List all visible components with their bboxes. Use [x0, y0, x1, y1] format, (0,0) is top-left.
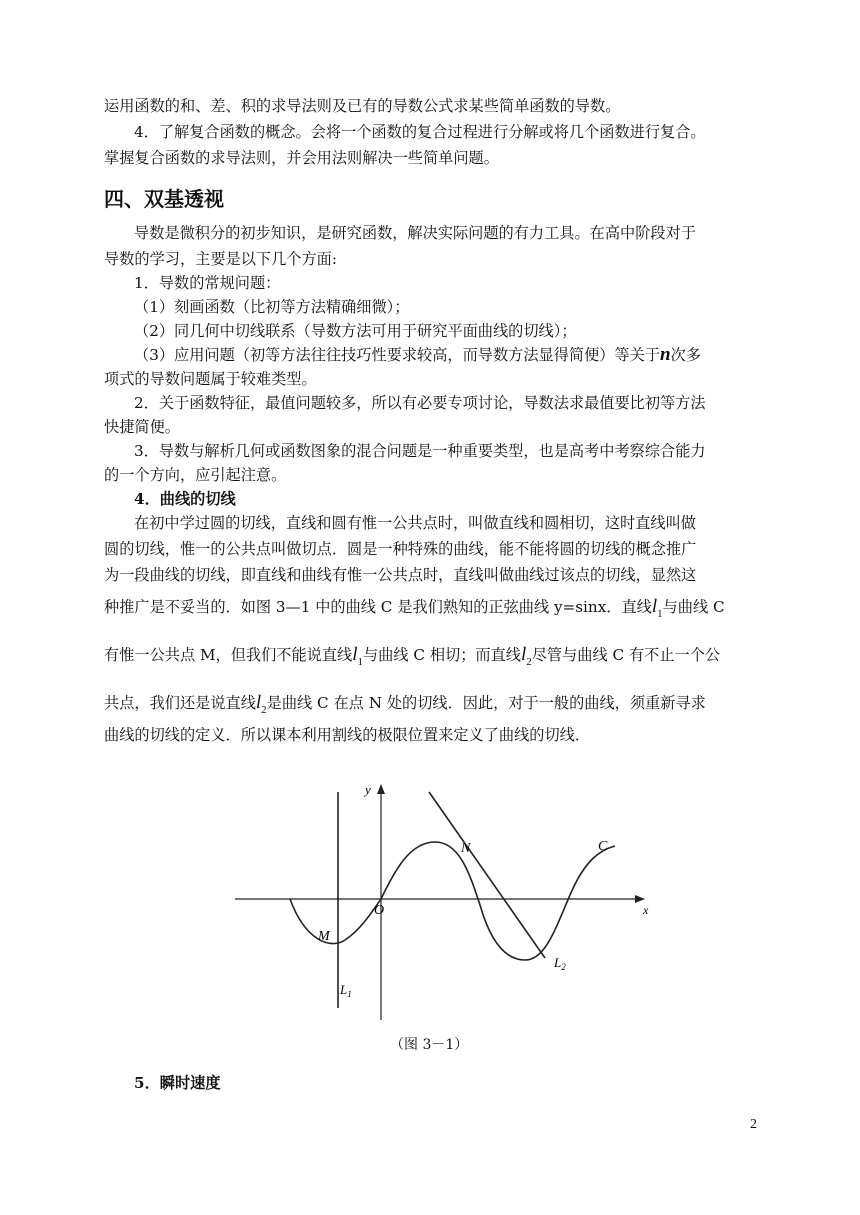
math-l2: $l_2$: [520, 644, 532, 668]
paragraph-line: 曲线的切线的定义．所以课本利用割线的极限位置来定义了曲线的切线．: [104, 726, 590, 744]
section-heading: 四、双基透视: [104, 187, 224, 211]
text-run: 与曲线 C 相切；而直线: [362, 646, 521, 664]
paragraph-line: 为一段曲线的切线，即直线和曲线有惟一公共点时，直线叫做曲线过该点的切线，显然这: [104, 566, 697, 584]
list-item-title: 3．导数与解析几何或函数图象的混合问题是一种重要类型，也是高考中考察综合能力: [134, 442, 706, 460]
paragraph-line: 项式的导数问题属于较难类型。: [104, 370, 317, 388]
label-origin: O: [374, 903, 385, 918]
sine-tangent-figure: [225, 780, 655, 1025]
paragraph-line: 圆的切线，惟一的公共点叫做切点．圆是一种特殊的曲线，能不能将圆的切线的概念推广: [104, 540, 697, 558]
subsection-title: 5．瞬时速度: [134, 1074, 221, 1092]
math-l1: $l_1$: [352, 644, 363, 668]
paragraph-line: 4．了解复合函数的概念。会将一个函数的复合过程进行分解或将几个函数进行复合。: [134, 123, 706, 141]
text-run: 尽管与曲线 C 有不止一个公: [531, 646, 721, 664]
x-axis-arrow: [635, 895, 645, 903]
text-run: 种推广是不妥当的．如图 3—1 中的曲线 C 是我们熟知的正弦曲线 y=sinx．直线: [104, 598, 652, 616]
paragraph-line: 运用函数的和、差、积的求导法则及已有的导数公式求某些简单函数的导数。: [104, 97, 621, 115]
subsection-title: 4．曲线的切线: [134, 490, 236, 508]
list-subitem: [134, 342, 760, 368]
text-run: （3）应用问题（初等方法往往技巧性要求较高，而导数方法显得简便）等关于: [134, 346, 661, 364]
label-l2: $L_2$: [554, 955, 566, 972]
text-run: 次多: [670, 346, 701, 364]
label-n: N: [461, 841, 471, 856]
paragraph-line: [104, 594, 760, 627]
paragraph-line: [104, 690, 760, 723]
label-m: M: [318, 929, 330, 944]
list-item-title: 2．关于函数特征，最值问题较多，所以有必要专项讨论，导数法求最值要比初等方法: [134, 394, 706, 412]
list-item-title: 1．导数的常规问题：: [134, 274, 281, 292]
paragraph-line: 导数是微积分的初步知识，是研究函数，解决实际问题的有力工具。在高中阶段对于: [134, 224, 696, 242]
list-subitem: （2）同几何中切线联系（导数方法可用于研究平面曲线的切线）；: [134, 322, 577, 340]
paragraph-line: 的一个方向，应引起注意。: [104, 466, 287, 484]
figure-caption: （图 3－1）: [390, 1037, 469, 1053]
label-x: x: [643, 903, 649, 917]
paragraph-line: 快捷简便。: [104, 418, 180, 436]
math-symbol-n: n: [660, 344, 671, 365]
text-run: 是曲线 C 在点 N 处的切线．因此，对于一般的曲线，须重新寻求: [266, 694, 706, 712]
paragraph-line: 在初中学过圆的切线，直线和圆有惟一公共点时，叫做直线和圆相切，这时直线叫做: [134, 514, 696, 532]
math-l1: $l_1$: [651, 596, 663, 620]
math-l2: $l_2$: [255, 692, 267, 716]
label-c: C: [598, 839, 608, 854]
label-l1: $L_1$: [340, 982, 352, 999]
paragraph-line: 导数的学习，主要是以下几个方面:: [104, 250, 337, 268]
line-l2: [429, 792, 545, 958]
paragraph-line: 掌握复合函数的求导法则，并会用法则解决一些简单问题。: [104, 149, 499, 167]
text-run: 共点，我们还是说直线: [104, 694, 256, 712]
text-run: 与曲线 C: [662, 598, 725, 616]
text-run: 有惟一公共点 M，但我们不能说直线: [104, 646, 353, 664]
y-axis-arrow: [377, 784, 385, 794]
list-subitem: （1）刻画函数（比初等方法精确细微）；: [134, 298, 410, 316]
page-number: 2: [750, 1117, 757, 1132]
label-y: y: [365, 782, 371, 797]
paragraph-line: [104, 642, 760, 675]
